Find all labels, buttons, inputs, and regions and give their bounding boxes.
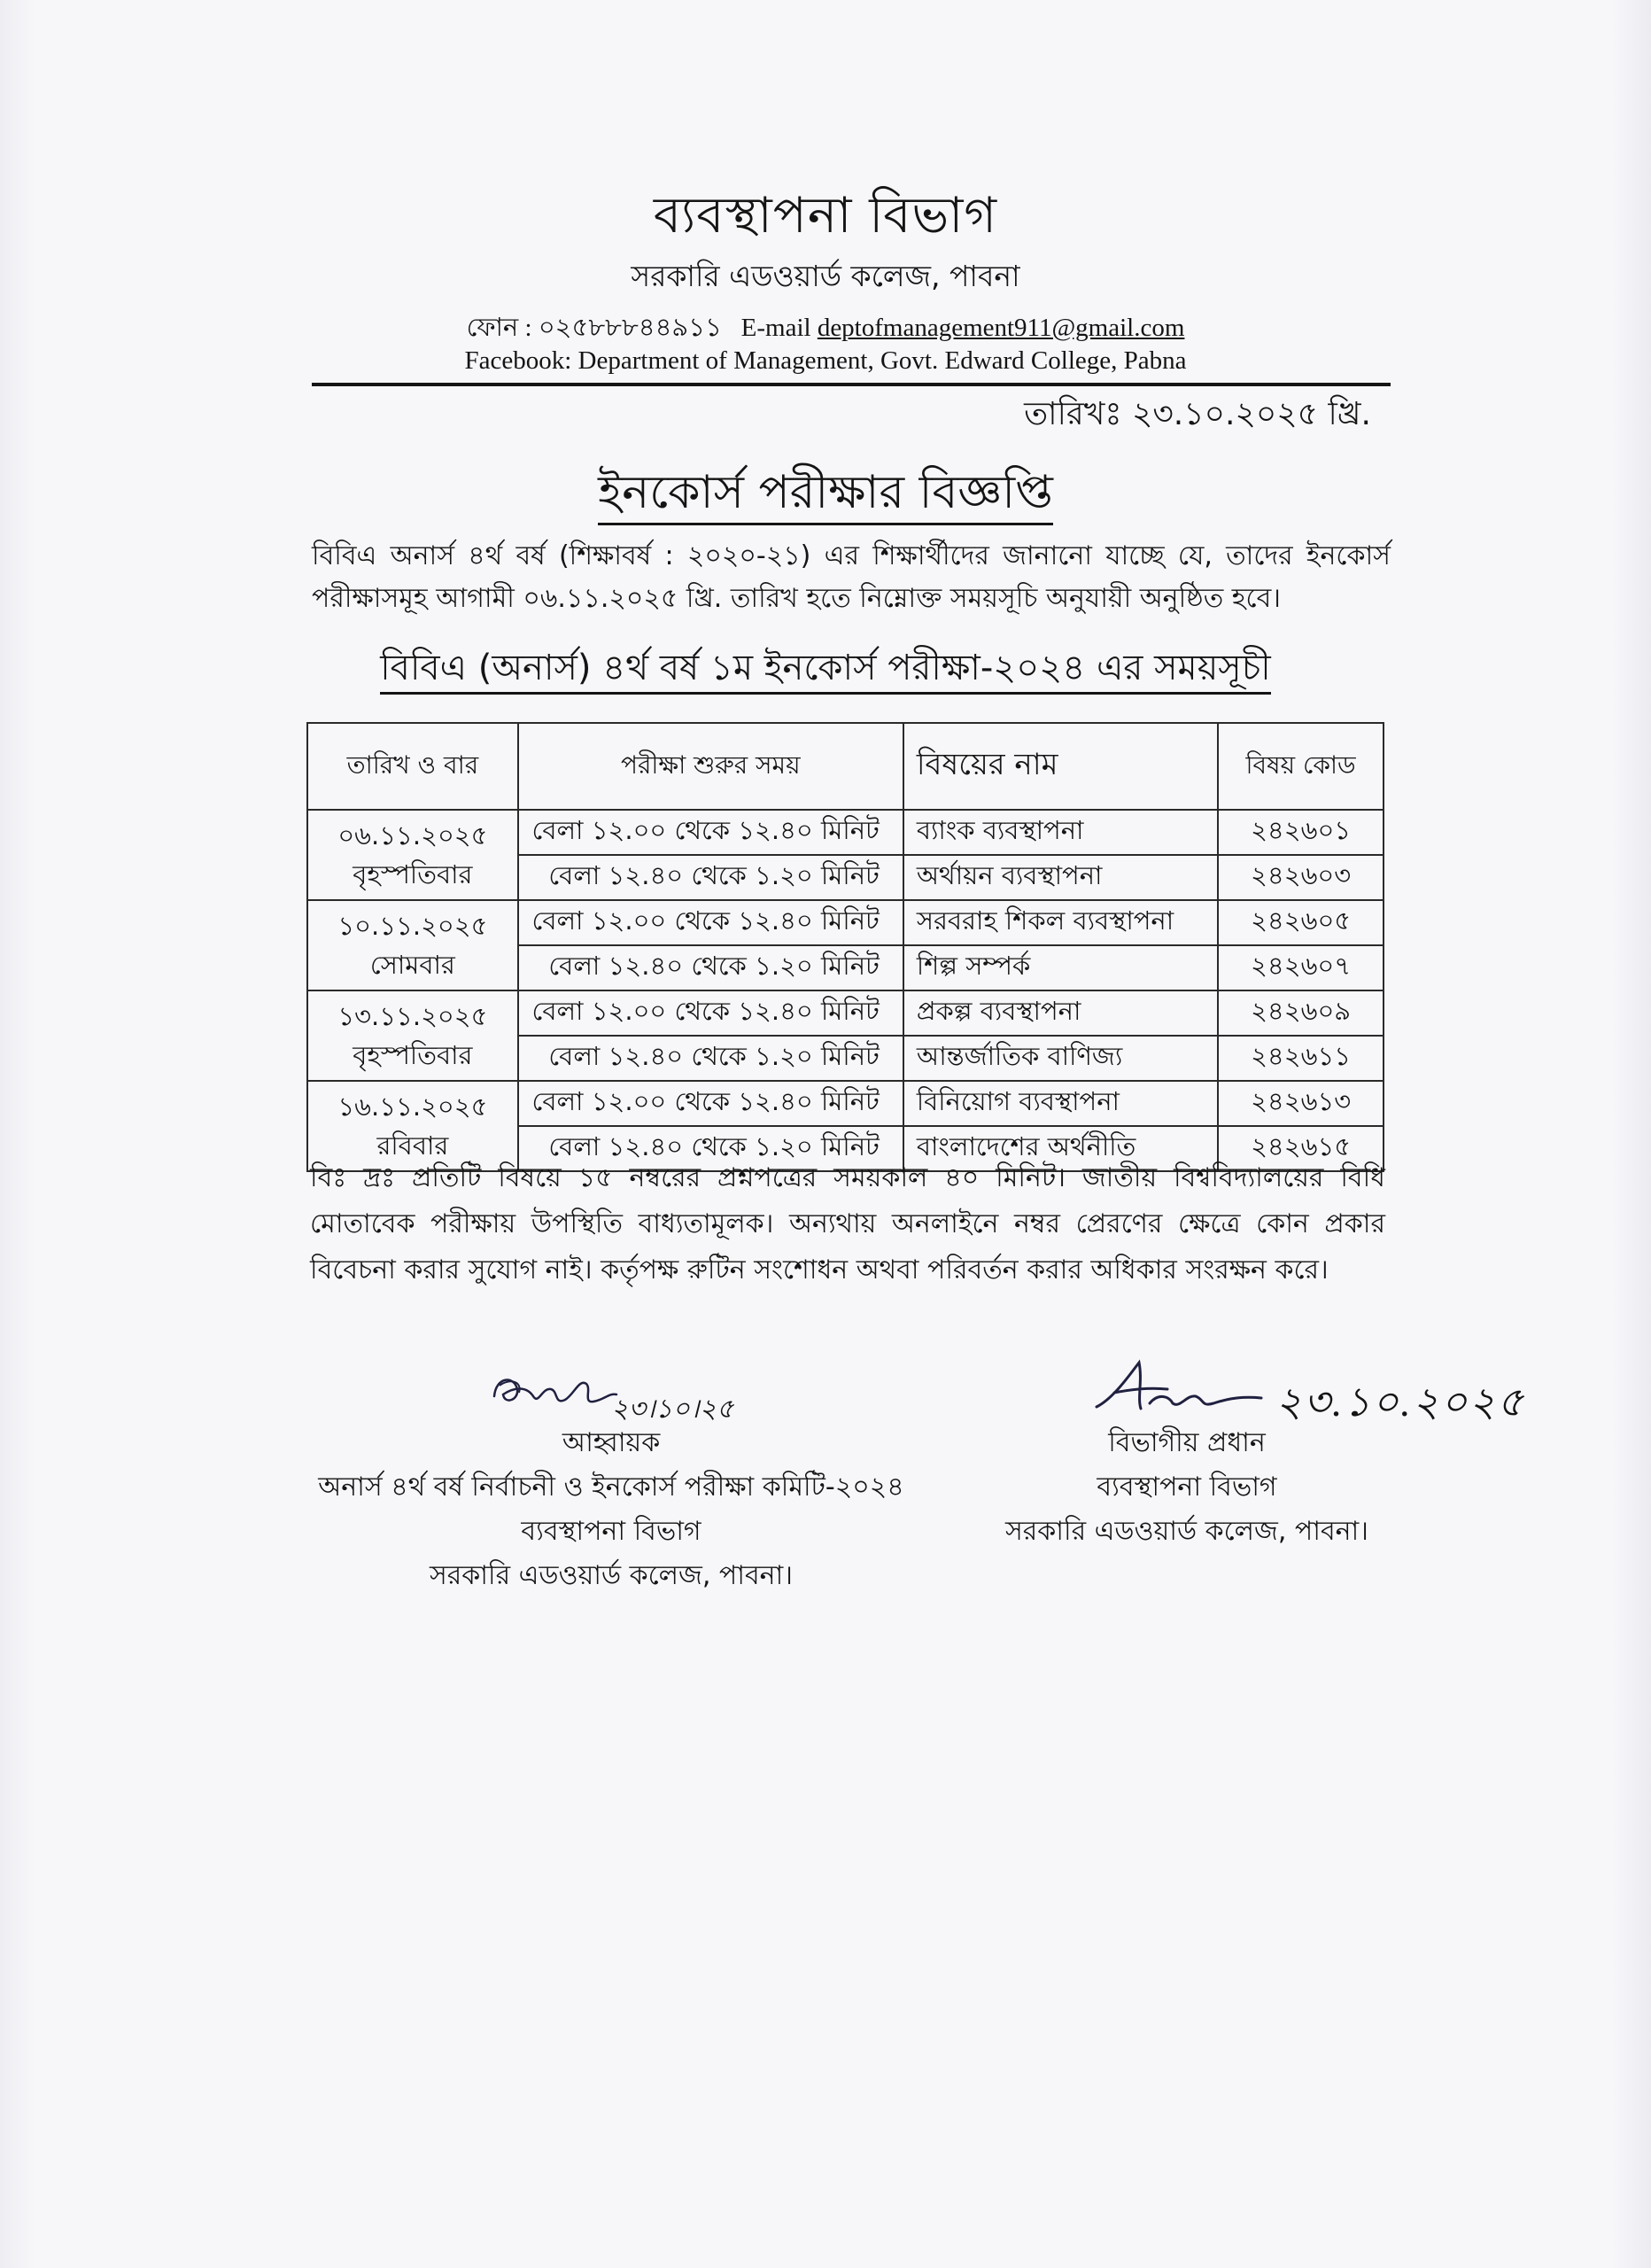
signature-line: ব্যবস্থাপনা বিভাগ (521, 1516, 701, 1547)
exam-time: বেলা ১২.৪০ থেকে ১.২০ মিনিট (518, 1126, 903, 1171)
signature-line: অনার্স ৪র্থ বর্ষ নির্বাচনী ও ইনকোর্স পরীক্ষা কমিটি-২০২৪ (318, 1472, 904, 1503)
exam-time: বেলা ১২.০০ থেকে ১২.৪০ মিনিট (518, 1081, 903, 1126)
subject-name: অর্থায়ন ব্যবস্থাপনা (903, 855, 1218, 900)
table-row (307, 810, 1384, 855)
signature-line: বিভাগীয় প্রধান (1108, 1427, 1266, 1458)
exam-day: বৃহস্পতিবার (353, 1040, 473, 1070)
exam-time: বেলা ১২.৪০ থেকে ১.২০ মিনিট (518, 1036, 903, 1081)
notice-title-text: ইনকোর্স পরীক্ষার বিজ্ঞপ্তি (598, 466, 1053, 525)
exam-date: ১০.১১.২০২৫ (337, 911, 488, 941)
subject-code: ২৪২৬০৫ (1218, 900, 1384, 945)
exam-date: ১৬.১১.২০২৫ (337, 1091, 488, 1122)
exam-day: বৃহস্পতিবার (353, 859, 473, 889)
subject-name: শিল্প সম্পর্ক (903, 945, 1218, 990)
subject-name: প্রকল্প ব্যবস্থাপনা (903, 990, 1218, 1036)
contact-line (0, 307, 1651, 351)
header-divider (312, 383, 1391, 386)
notice-date: তারিখঃ ২৩.১০.২০২৫ খ্রি. (1024, 396, 1371, 432)
exam-time: বেলা ১২.০০ থেকে ১২.৪০ মিনিট (518, 810, 903, 855)
signature-line: সরকারি এডওয়ার্ড কলেজ, পাবনা। (1004, 1516, 1368, 1547)
subject-name: বিনিয়োগ ব্যবস্থাপনা (903, 1081, 1218, 1126)
college-name: সরকারি এডওয়ার্ড কলেজ, পাবনা (631, 259, 1020, 293)
department-title: ব্যবস্থাপনা বিভাগ (653, 187, 998, 245)
exam-day: রবিবার (376, 1130, 449, 1161)
subject-name: আন্তর্জাতিক বাণিজ্য (903, 1036, 1218, 1081)
subject-code: ২৪২৬১৩ (1218, 1081, 1384, 1126)
note-paragraph: বিঃ দ্রঃ প্রতিটি বিষয়ে ১৫ নম্বরের প্রশ্নপত্রের সময়কাল ৪০ মিনিট। জাতীয় বিশ্ববিদ্যালয়ের বিধি মোতাবেক পরীক্ষায় উপস্থিতি বাধ্যতামূলক। অন্যথায় অনলাইনে নম্বর প্রেরণের ক্ষেত্রে কোন প্রকার বিবেচনা করার সুযোগ নাই। কর্তৃপক্ষ রুটিন সংশোধন অথবা পরিবর্তন করার অধিকার সংরক্ষন করে। (310, 1162, 1385, 1285)
signature-line: ব্যবস্থাপনা বিভাগ (1097, 1472, 1277, 1503)
table-header-row (307, 723, 1384, 810)
exam-time: বেলা ১২.০০ থেকে ১২.৪০ মিনিট (518, 900, 903, 945)
table-row (307, 990, 1384, 1036)
subject-code: ২৪২৬১১ (1218, 1036, 1384, 1081)
date-day-cell (307, 900, 518, 990)
exam-time: বেলা ১২.৪০ থেকে ১.২০ মিনিট (518, 945, 903, 990)
exam-day: সোমবার (369, 950, 455, 980)
phone-number: ০২৫৮৮৮৪৪৯১১ (538, 314, 722, 342)
subject-name: ব্যাংক ব্যবস্থাপনা (903, 810, 1218, 855)
subject-code: ২৪২৬০৯ (1218, 990, 1384, 1036)
signature-line: সরকারি এডওয়ার্ড কলেজ, পাবনা। (429, 1560, 793, 1591)
header-start-time: পরীক্ষা শুরুর সময় (518, 723, 903, 810)
head-signature-date: ২৩.১০.২০২৫ (1275, 1379, 1526, 1425)
table-row (307, 900, 1384, 945)
header-subject-code: বিষয় কোড (1218, 723, 1384, 810)
convener-block (266, 1421, 957, 1598)
intro-paragraph: বিবিএ অনার্স ৪র্থ বর্ষ (শিক্ষাবর্ষ : ২০২০-২১) এর শিক্ষার্থীদের জানানো যাচ্ছে যে, তাদের ইনকোর্স পরীক্ষাসমূহ আগামী ০৬.১১.২০২৫ খ্রি. তারিখ হতে নিম্নোক্ত সময়সূচি অনুযায়ী অনুষ্ঠিত হবে। (312, 540, 1391, 614)
schedule-title (0, 640, 1651, 699)
exam-date: ১৩.১১.২০২৫ (337, 1001, 488, 1031)
table-row (307, 1081, 1384, 1126)
email-link[interactable]: deptofmanagement911@gmail.com (817, 314, 1185, 342)
exam-date: ০৬.১১.২০২৫ (337, 820, 488, 850)
head-block (974, 1421, 1399, 1554)
subject-code: ২৪২৬১৫ (1218, 1126, 1384, 1171)
subject-name: বাংলাদেশের অর্থনীতি (903, 1126, 1218, 1171)
header-subject-name: বিষয়ের নাম (903, 723, 1218, 810)
email-label: E-mail (740, 314, 811, 342)
convener-signature-date: ২৩।১০।২৫ (611, 1394, 734, 1424)
head-signature (1088, 1354, 1265, 1425)
facebook-line: Facebook: Department of Management, Govt. Edward College, Pabna (464, 346, 1187, 375)
date-day-cell (307, 990, 518, 1081)
subject-code: ২৪২৬০১ (1218, 810, 1384, 855)
notice-title (0, 456, 1651, 533)
schedule-title-text: বিবিএ (অনার্স) ৪র্থ বর্ষ ১ম ইনকোর্স পরীক্ষা-২০২৪ এর সময়সূচী (380, 648, 1271, 695)
subject-code: ২৪২৬০৭ (1218, 945, 1384, 990)
subject-name: সরবরাহ শিকল ব্যবস্থাপনা (903, 900, 1218, 945)
convener-signature (487, 1370, 620, 1423)
exam-schedule-table (306, 722, 1384, 1172)
subject-code: ২৪২৬০৩ (1218, 855, 1384, 900)
date-day-cell (307, 810, 518, 900)
exam-time: বেলা ১২.৪০ থেকে ১.২০ মিনিট (518, 855, 903, 900)
exam-time: বেলা ১২.০০ থেকে ১২.৪০ মিনিট (518, 990, 903, 1036)
signature-line: আহ্বায়ক (562, 1427, 661, 1458)
phone-label: ফোন : (466, 314, 532, 342)
header-date-day: তারিখ ও বার (307, 723, 518, 810)
